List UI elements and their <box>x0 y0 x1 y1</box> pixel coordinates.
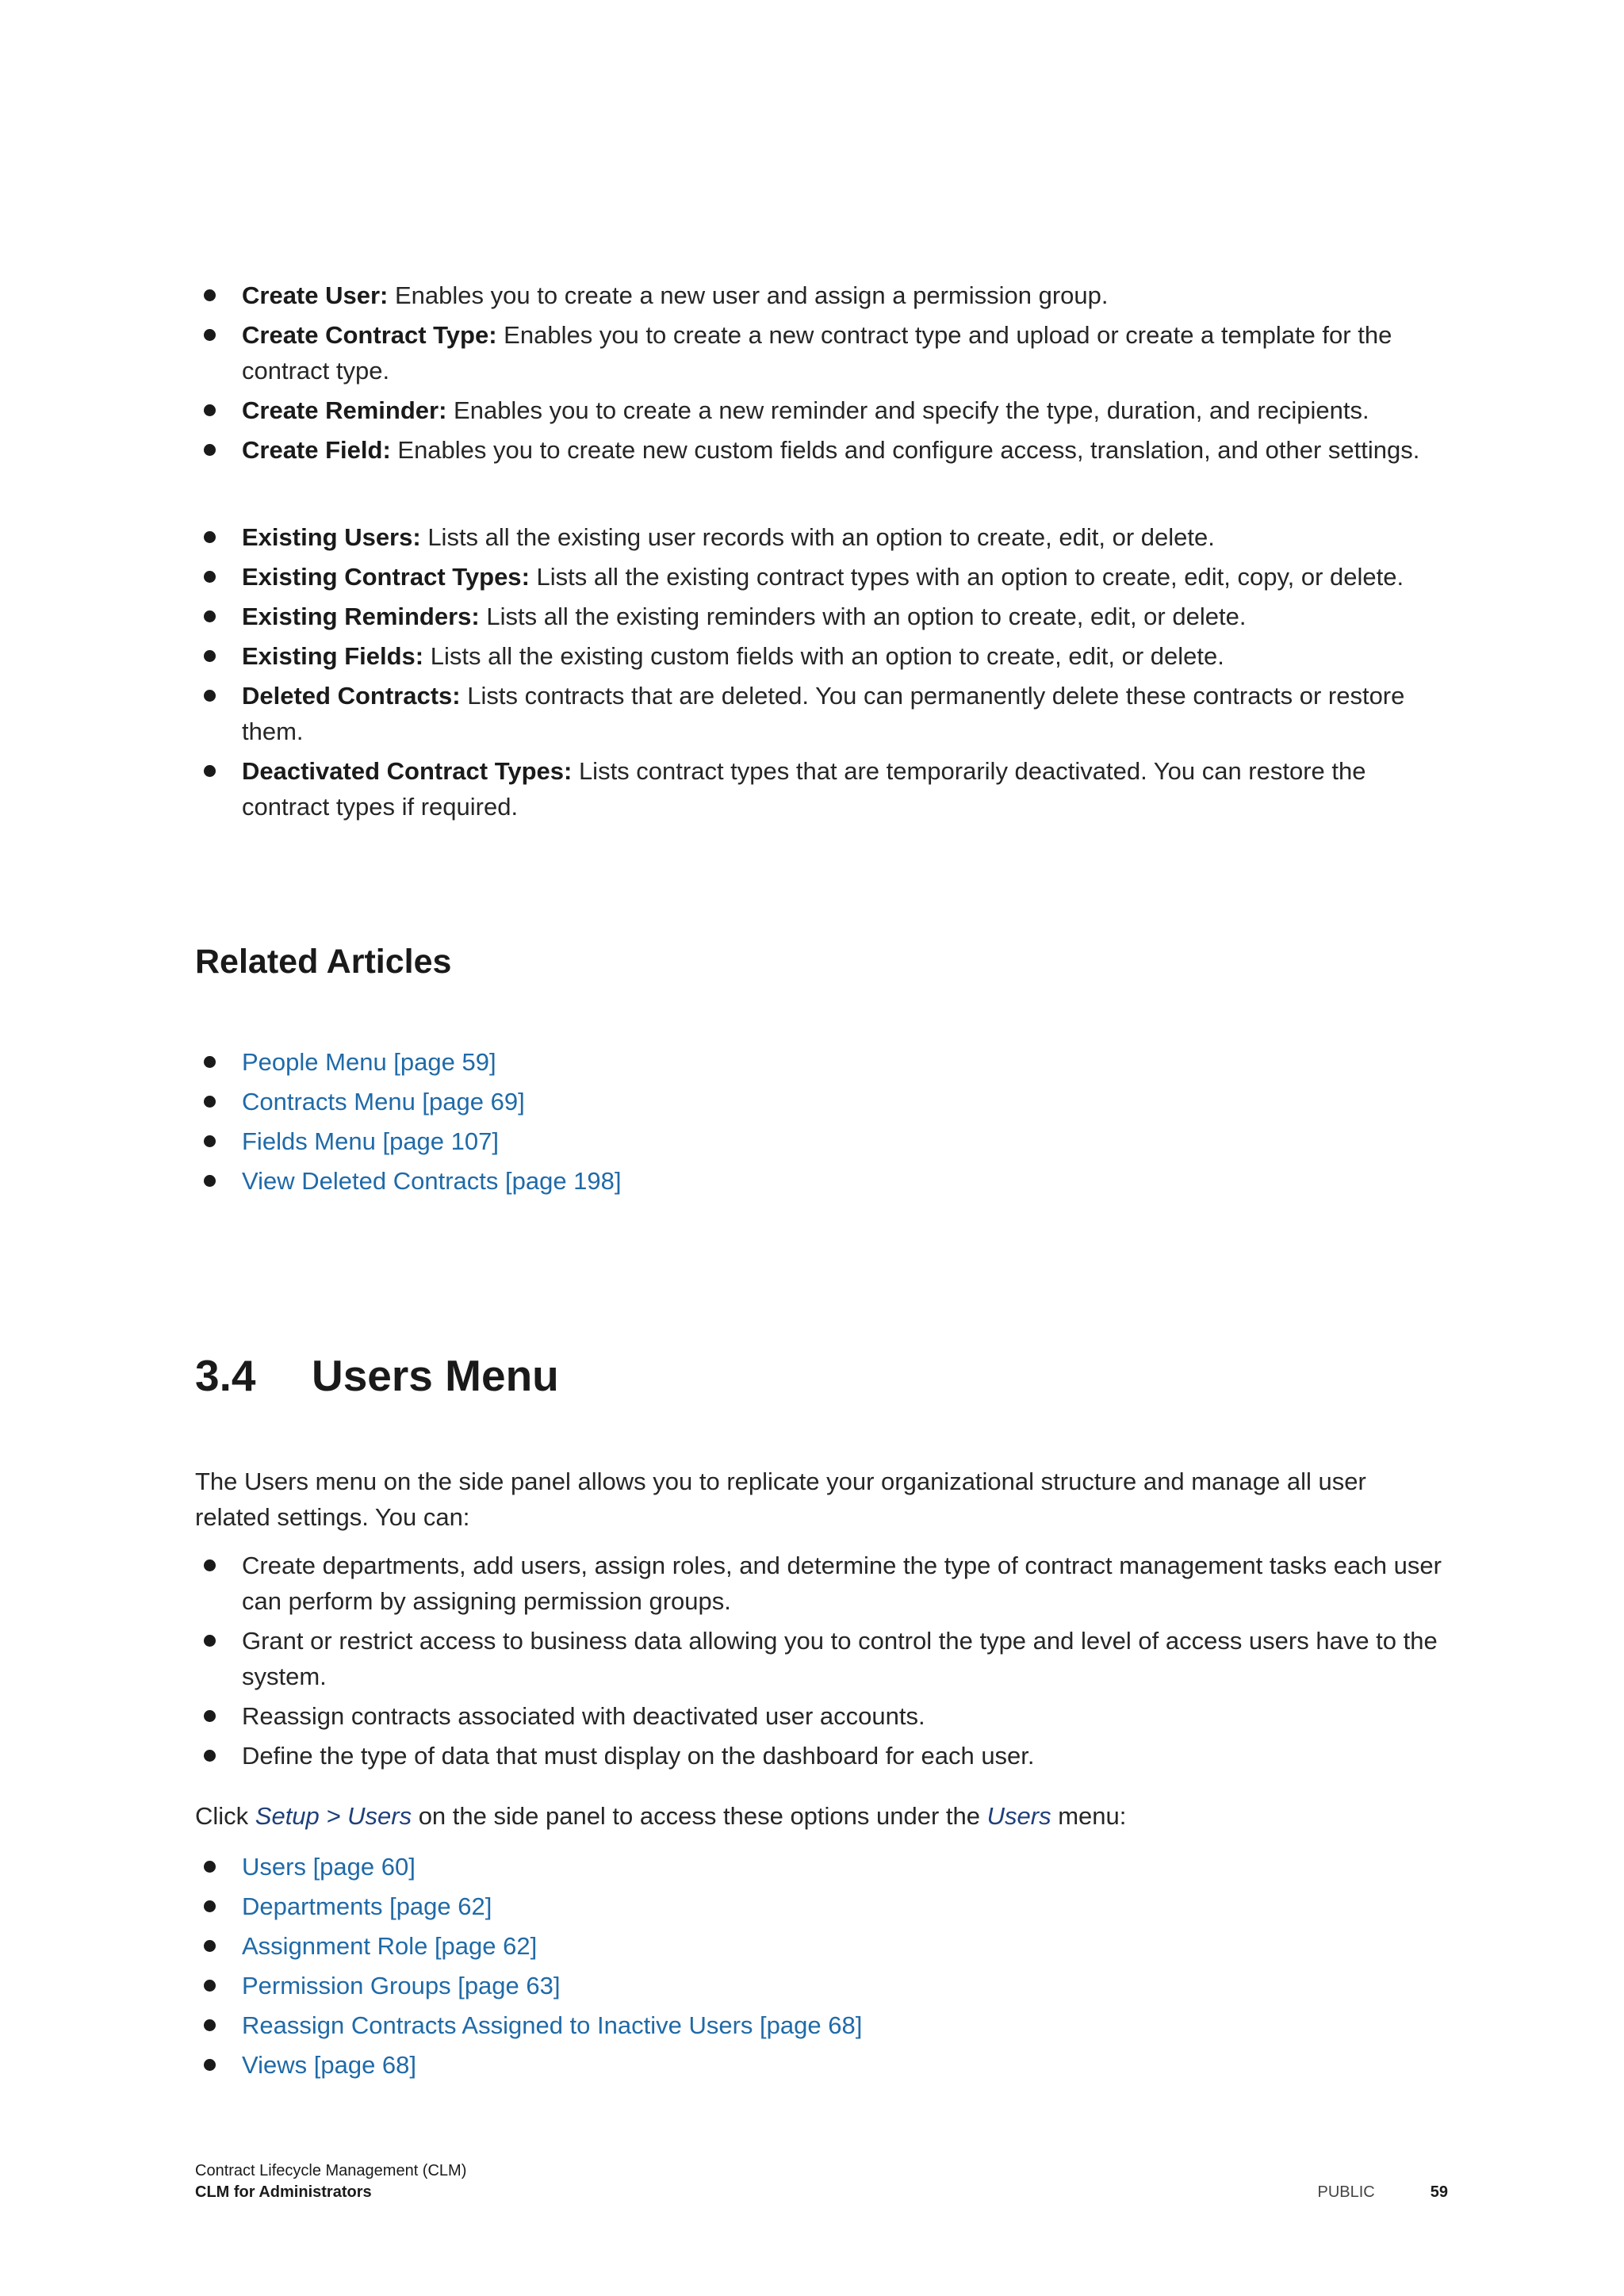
create-features-list <box>195 277 1448 472</box>
feature-description: Lists all the existing contract types with an option to create, edit, copy, or delete. <box>529 563 1404 591</box>
related-articles-heading: Related Articles <box>195 943 452 981</box>
capability-text: Create departments, add users, assign roles, and determine the type of contract management tasks each user can perform by assigning permission groups. <box>242 1552 1442 1615</box>
users-menu-name: Users <box>986 1802 1051 1830</box>
navigation-instruction <box>195 1798 1448 1834</box>
section-intro: The Users menu on the side panel allows you to replicate your organizational structure and manage all user related settings. You can: <box>195 1468 1366 1531</box>
capability-text: Grant or restrict access to business data allowing you to control the type and level of access users have to the system. <box>242 1627 1438 1690</box>
list-item <box>195 599 1448 634</box>
feature-term: Deleted Contracts <box>242 682 453 710</box>
feature-term: Existing Users <box>242 523 413 551</box>
feature-term: Existing Contract Types <box>242 563 522 591</box>
term-separator: : <box>380 281 389 309</box>
footer-classification: PUBLIC <box>1317 2183 1375 2201</box>
link-users[interactable]: Users [page 60] <box>242 1853 416 1881</box>
related-articles-list <box>195 1044 1448 1203</box>
instruction-suffix: menu: <box>1051 1802 1127 1830</box>
term-separator: : <box>415 642 424 670</box>
feature-description: Enables you to create a new user and assign a permission group. <box>388 281 1109 309</box>
page-footer <box>195 2160 1448 2203</box>
list-item <box>195 1163 1448 1199</box>
link-permission-groups[interactable]: Permission Groups [page 63] <box>242 1972 561 1999</box>
list-item <box>195 1548 1448 1619</box>
list-item <box>195 2047 1448 2083</box>
feature-term: Create Field <box>242 436 383 464</box>
feature-description: Enables you to create a new contract type and upload or create a template for the contract type. <box>242 321 1392 385</box>
feature-term: Deactivated Contract Types <box>242 757 564 785</box>
feature-description: Enables you to create new custom fields and configure access, translation, and other settings. <box>390 436 1420 464</box>
instruction-middle: on the side panel to access these options under the <box>412 1802 987 1830</box>
list-item <box>195 432 1448 468</box>
list-item <box>195 1084 1448 1119</box>
section-title: Users Menu <box>312 1351 559 1400</box>
list-item <box>195 753 1448 825</box>
capability-text: Reassign contracts associated with deactivated user accounts. <box>242 1702 925 1730</box>
related-link-view-deleted-contracts[interactable]: View Deleted Contracts [page 198] <box>242 1167 622 1195</box>
feature-term: Create Reminder <box>242 396 439 424</box>
list-item <box>195 1968 1448 2003</box>
footer-page-number: 59 <box>1430 2183 1448 2201</box>
list-item <box>195 1738 1448 1774</box>
capability-text: Define the type of data that must display on the dashboard for each user. <box>242 1742 1035 1770</box>
list-item <box>195 277 1448 313</box>
related-link-people-menu[interactable]: People Menu [page 59] <box>242 1048 496 1076</box>
setup-users-path: Setup > Users <box>255 1802 412 1830</box>
related-link-fields-menu[interactable]: Fields Menu [page 107] <box>242 1127 499 1155</box>
term-separator: : <box>412 523 421 551</box>
list-item <box>195 559 1448 595</box>
users-menu-links <box>195 1849 1448 2087</box>
instruction-prefix: Click <box>195 1802 255 1830</box>
section-number: 3.4 <box>195 1351 256 1400</box>
term-separator: : <box>488 321 497 349</box>
list-item <box>195 392 1448 428</box>
feature-description: Lists contracts that are deleted. You can permanently delete these contracts or restore them. <box>242 682 1405 745</box>
feature-description: Lists all the existing custom fields with an option to create, edit, or delete. <box>423 642 1224 670</box>
footer-product: Contract Lifecycle Management (CLM) <box>195 2162 467 2179</box>
footer-doc-title: CLM for Administrators <box>195 2183 372 2201</box>
term-separator: : <box>439 396 447 424</box>
feature-term: Existing Fields <box>242 642 416 670</box>
list-item <box>195 317 1448 388</box>
feature-description: Lists contract types that are temporarily deactivated. You can restore the contract types if required. <box>242 757 1366 821</box>
feature-term: Existing Reminders: <box>242 603 480 630</box>
list-item <box>195 638 1448 674</box>
link-departments[interactable]: Departments [page 62] <box>242 1892 492 1920</box>
list-item <box>195 1928 1448 1964</box>
link-views[interactable]: Views [page 68] <box>242 2051 417 2079</box>
feature-description: Enables you to create a new reminder and specify the type, duration, and recipients. <box>446 396 1369 424</box>
footer-right <box>1318 2182 1449 2203</box>
feature-description: Lists all the existing reminders with an option to create, edit, or delete. <box>479 603 1247 630</box>
related-link-contracts-menu[interactable]: Contracts Menu [page 69] <box>242 1088 525 1115</box>
term-separator: : <box>564 757 573 785</box>
feature-term: Create Contract Type <box>242 321 489 349</box>
capabilities-list <box>195 1548 1448 1777</box>
list-item <box>195 678 1448 749</box>
existing-records-list <box>195 519 1448 828</box>
list-item <box>195 2007 1448 2043</box>
term-separator: : <box>521 563 530 591</box>
list-item <box>195 1849 1448 1885</box>
link-assignment-role[interactable]: Assignment Role [page 62] <box>242 1932 538 1960</box>
list-item <box>195 519 1448 555</box>
term-separator: : <box>382 436 391 464</box>
link-reassign-contracts[interactable]: Reassign Contracts Assigned to Inactive Users [page 68] <box>242 2011 863 2039</box>
term-separator: : <box>452 682 461 710</box>
list-item <box>195 1123 1448 1159</box>
list-item <box>195 1044 1448 1080</box>
feature-description: Lists all the existing user records with an option to create, edit, or delete. <box>420 523 1215 551</box>
list-item <box>195 1888 1448 1924</box>
list-item <box>195 1698 1448 1734</box>
list-item <box>195 1623 1448 1694</box>
feature-term: Create User <box>242 281 381 309</box>
section-heading <box>195 1348 559 1403</box>
